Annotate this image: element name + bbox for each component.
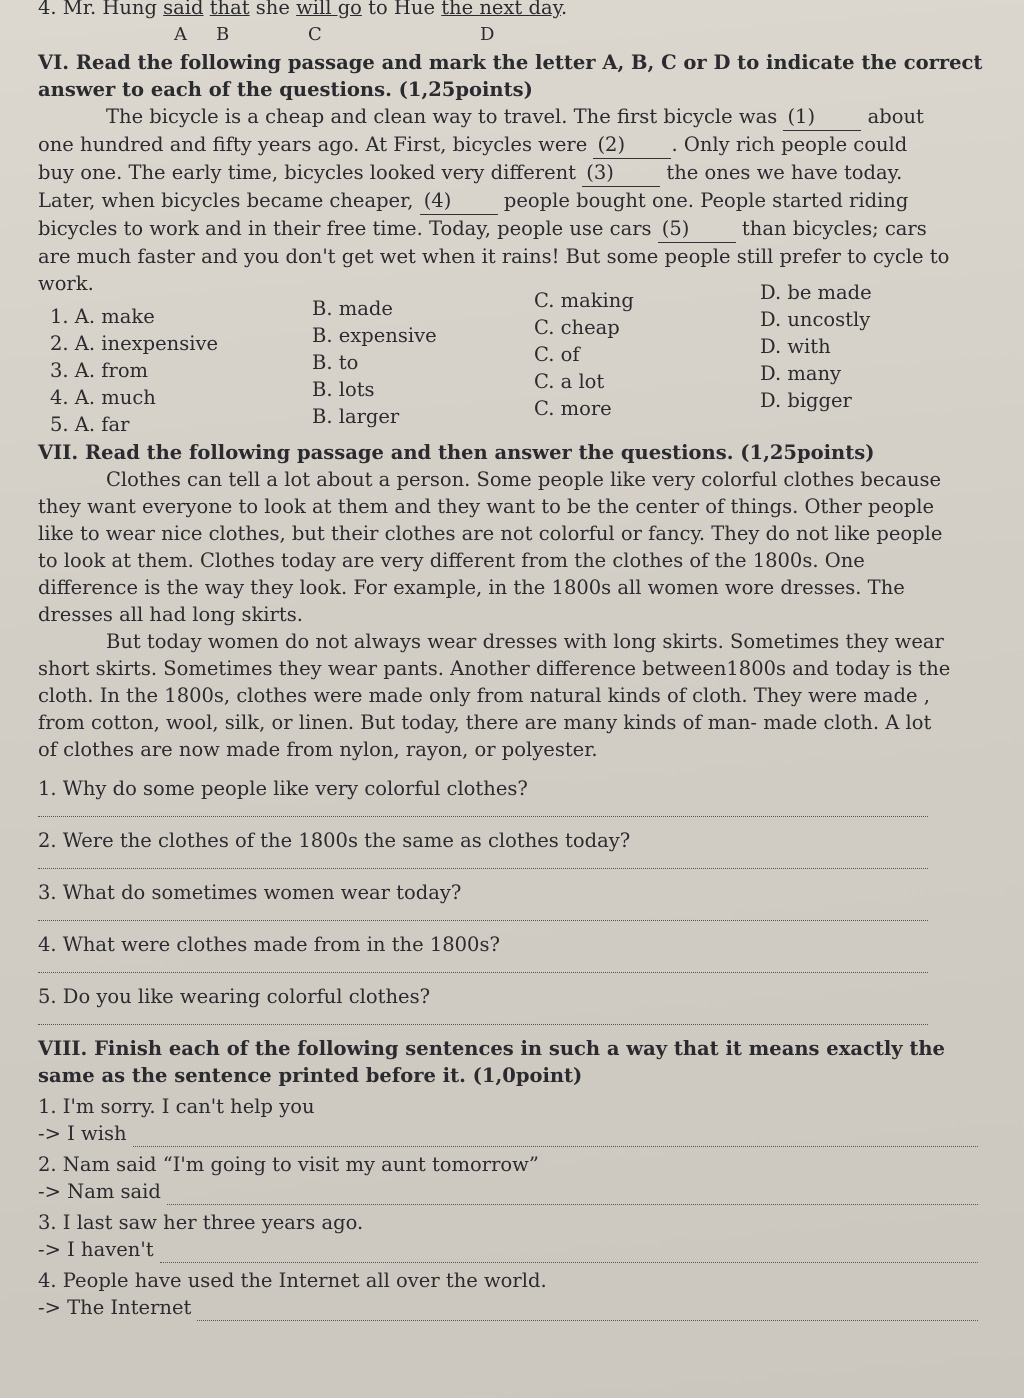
answer-line-4[interactable] [38,958,928,973]
option[interactable]: B. larger [312,405,400,428]
rewrite-answer-2[interactable]: -> Nam said [38,1178,998,1205]
answer-line-3[interactable] [38,906,928,921]
option[interactable]: D. with [760,335,831,358]
answer-line-2[interactable] [38,854,928,869]
blank-4: (4) [420,187,498,215]
passage-line: buy one. The early time, bicycles looked very different (3) the ones we have today. [38,159,998,187]
blank-5: (5) [658,215,736,243]
option[interactable]: B. expensive [312,324,437,347]
answer-dots[interactable] [133,1128,978,1147]
top-question: 4. Mr. Hung said that she will go to Hue the next day. [38,0,568,19]
option[interactable]: C. cheap [534,316,620,339]
option[interactable]: C. more [534,397,612,420]
section8-heading-2: same as the sentence printed before it. (1,0point) [38,1064,583,1087]
question-1: 1. Why do some people like very colorful clothes? [38,777,528,800]
option[interactable]: 2. A. inexpensive [50,332,218,355]
section7-paragraph-2: But today women do not always wear dresses with long skirts. Sometimes they wear short skirts. Sometimes they wear pants. Another difference between1800s and today is the cloth. In the 1800s, clothes were made only from natural kinds of cloth. They were made , from cotton, wool, silk, or linen. But today, there are many kinds of man- made cloth. A lot of clothes are now made from nylon, rayon, or polyester. [38,630,951,761]
option[interactable]: C. a lot [534,370,605,393]
rewrite-sentence-4: 4. People have used the Internet all over the world. [38,1269,547,1292]
section6-heading-2: answer to each of the questions. (1,25points) [38,78,533,101]
option[interactable]: D. bigger [760,389,852,412]
option[interactable]: D. many [760,362,842,385]
blank-1: (1) [783,103,861,131]
option[interactable]: 4. A. much [50,386,156,409]
section7-paragraph-1: Clothes can tell a lot about a person. Some people like very colorful clothes because they want everyone to look at them and they want to be the center of things. Other people like to wear nice clothes, but their clothes are not colorful or fancy. They do not like people to look at them. Clothes today are very different from the clothes of the 1800s. One difference is the way they look. For example, in the 1800s all women wore dresses. The dresses all had long skirts. [38,468,943,626]
question-3: 3. What do sometimes women wear today? [38,881,462,904]
section8-heading: VIII. Finish each of the following sentences in such a way that it means exactly the [38,1037,945,1060]
section8-items [38,1093,998,1321]
question-2: 2. Were the clothes of the 1800s the same as clothes today? [38,829,631,852]
section6-passage [38,103,998,297]
option[interactable]: B. lots [312,378,375,401]
blank-2: (2) [593,131,671,159]
passage-line: work. [38,272,94,295]
option[interactable]: B. to [312,351,359,374]
answer-line-1[interactable] [38,802,928,817]
option[interactable]: C. making [534,289,634,312]
worksheet-content [38,0,998,1321]
passage-line: The bicycle is a cheap and clean way to travel. The first bicycle was (1) about [38,103,998,131]
passage-line: bicycles to work and in their free time. Today, people use cars (5) than bicycles; cars [38,215,998,243]
question-5: 5. Do you like wearing colorful clothes? [38,985,431,1008]
answer-dots[interactable] [167,1186,978,1205]
rewrite-answer-4[interactable]: -> The Internet [38,1294,998,1321]
option[interactable]: 1. A. make [50,305,155,328]
passage-line: are much faster and you don't get wet when it rains! But some people still prefer to cycle to [38,245,950,268]
option[interactable]: 3. A. from [50,359,149,382]
option[interactable]: D. uncostly [760,308,871,331]
answer-letters: A B C D [174,24,495,45]
passage-line: one hundred and fifty years ago. At First, bicycles were (2) . Only rich people could [38,131,998,159]
question-4: 4. What were clothes made from in the 1800s? [38,933,500,956]
rewrite-sentence-3: 3. I last saw her three years ago. [38,1211,364,1234]
answer-dots[interactable] [160,1244,978,1263]
option[interactable]: 5. A. far [50,413,130,436]
option[interactable]: D. be made [760,281,872,304]
blank-3: (3) [582,159,660,187]
rewrite-sentence-1: 1. I'm sorry. I can't help you [38,1095,315,1118]
rewrite-sentence-2: 2. Nam said “I'm going to visit my aunt tomorrow” [38,1153,539,1176]
option[interactable]: C. of [534,343,580,366]
option[interactable]: B. made [312,297,393,320]
answer-dots[interactable] [197,1302,978,1321]
answer-line-5[interactable] [38,1010,928,1025]
rewrite-answer-1[interactable]: -> I wish [38,1120,998,1147]
rewrite-answer-3[interactable]: -> I haven't [38,1236,998,1263]
section6-heading: VI. Read the following passage and mark the letter A, B, C or D to indicate the correct [38,51,983,74]
section7-questions [38,775,998,1025]
section7-heading: VII. Read the following passage and then answer the questions. (1,25points) [38,441,875,464]
passage-line: Later, when bicycles became cheaper, (4) people bought one. People started riding [38,187,998,215]
